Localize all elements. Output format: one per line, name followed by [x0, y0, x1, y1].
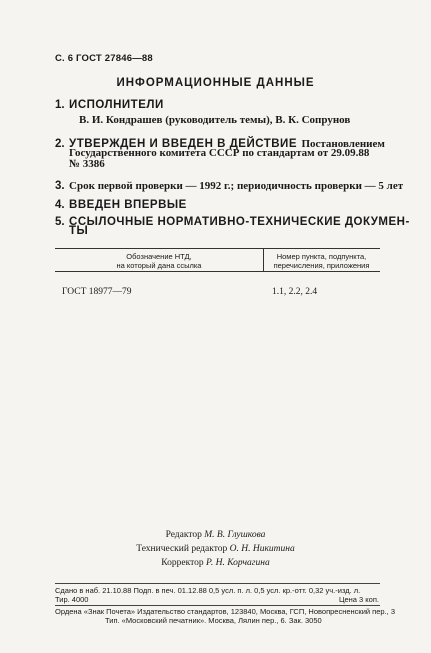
section-2-line-1: 2. УТВЕРЖДЕН И ВВЕДЕН В ДЕЙСТВИЕ Постановлением: [55, 138, 385, 150]
page-header: С. 6 ГОСТ 27846—88: [55, 53, 153, 64]
credit-editor: Редактор М. В. Глушкова: [165, 530, 266, 540]
imprint-line-1: Сдано в наб. 21.10.88 Подп. в печ. 01.12.88 0,5 усл. п. л. 0,5 усл. кр.-отт. 0,32 уч.-изд. л.: [55, 586, 361, 595]
printer-line-2: Тип. «Московский печатник». Москва, Лялин пер., 6. Зак. 3050: [105, 616, 322, 625]
section-1-heading: 1. ИСПОЛНИТЕЛИ: [55, 99, 164, 111]
table-cell-items: 1.1, 2.2, 2.4: [272, 287, 318, 297]
table-top-rule: [55, 248, 380, 249]
section-2-line-2: Государственного комитета СССР по стандартам от 29.09.88: [69, 147, 370, 159]
printer-line-1: Ордена «Знак Почета» Издательство стандартов, 123840, Москва, ГСП, Новопресненский пер., 3: [55, 607, 395, 616]
imprint-bottom-rule: [55, 605, 380, 606]
section-1-text: В. И. Кондрашев (руководитель темы), В. К. Сопрунов: [79, 114, 351, 126]
credit-proofreader: Корректор Р. Н. Корчагина: [161, 558, 270, 568]
section-3-line: 3. Срок первой проверки — 1992 г.; периодичность проверки — 5 лет: [55, 180, 404, 192]
document-title: ИНФОРМАЦИОННЫЕ ДАННЫЕ: [116, 77, 315, 89]
imprint-line-2: Тир. 4000: [55, 595, 89, 604]
section-2-line-3: № 3386: [69, 158, 105, 170]
table-header-col-2: Номер пункта, подпункта, перечисления, приложения: [273, 252, 370, 270]
section-5-line-1: 5. ССЫЛОЧНЫЕ НОРМАТИВНО-ТЕХНИЧЕСКИЕ ДОКУМЕН-: [55, 216, 410, 228]
section-4-line: 4. ВВЕДЕН ВПЕРВЫЕ: [55, 199, 187, 211]
credit-tech-editor: Технический редактор О. Н. Никитина: [136, 544, 295, 554]
section-5-line-2: ТЫ: [69, 225, 89, 237]
imprint-top-rule: [55, 583, 380, 584]
table-header-col-1: Обозначение НТД, на который дана ссылка: [116, 252, 202, 270]
table-header-rule: [55, 271, 380, 272]
table-cell-ntd: ГОСТ 18977—79: [62, 287, 132, 297]
imprint-price: Цена 3 коп.: [338, 595, 379, 604]
